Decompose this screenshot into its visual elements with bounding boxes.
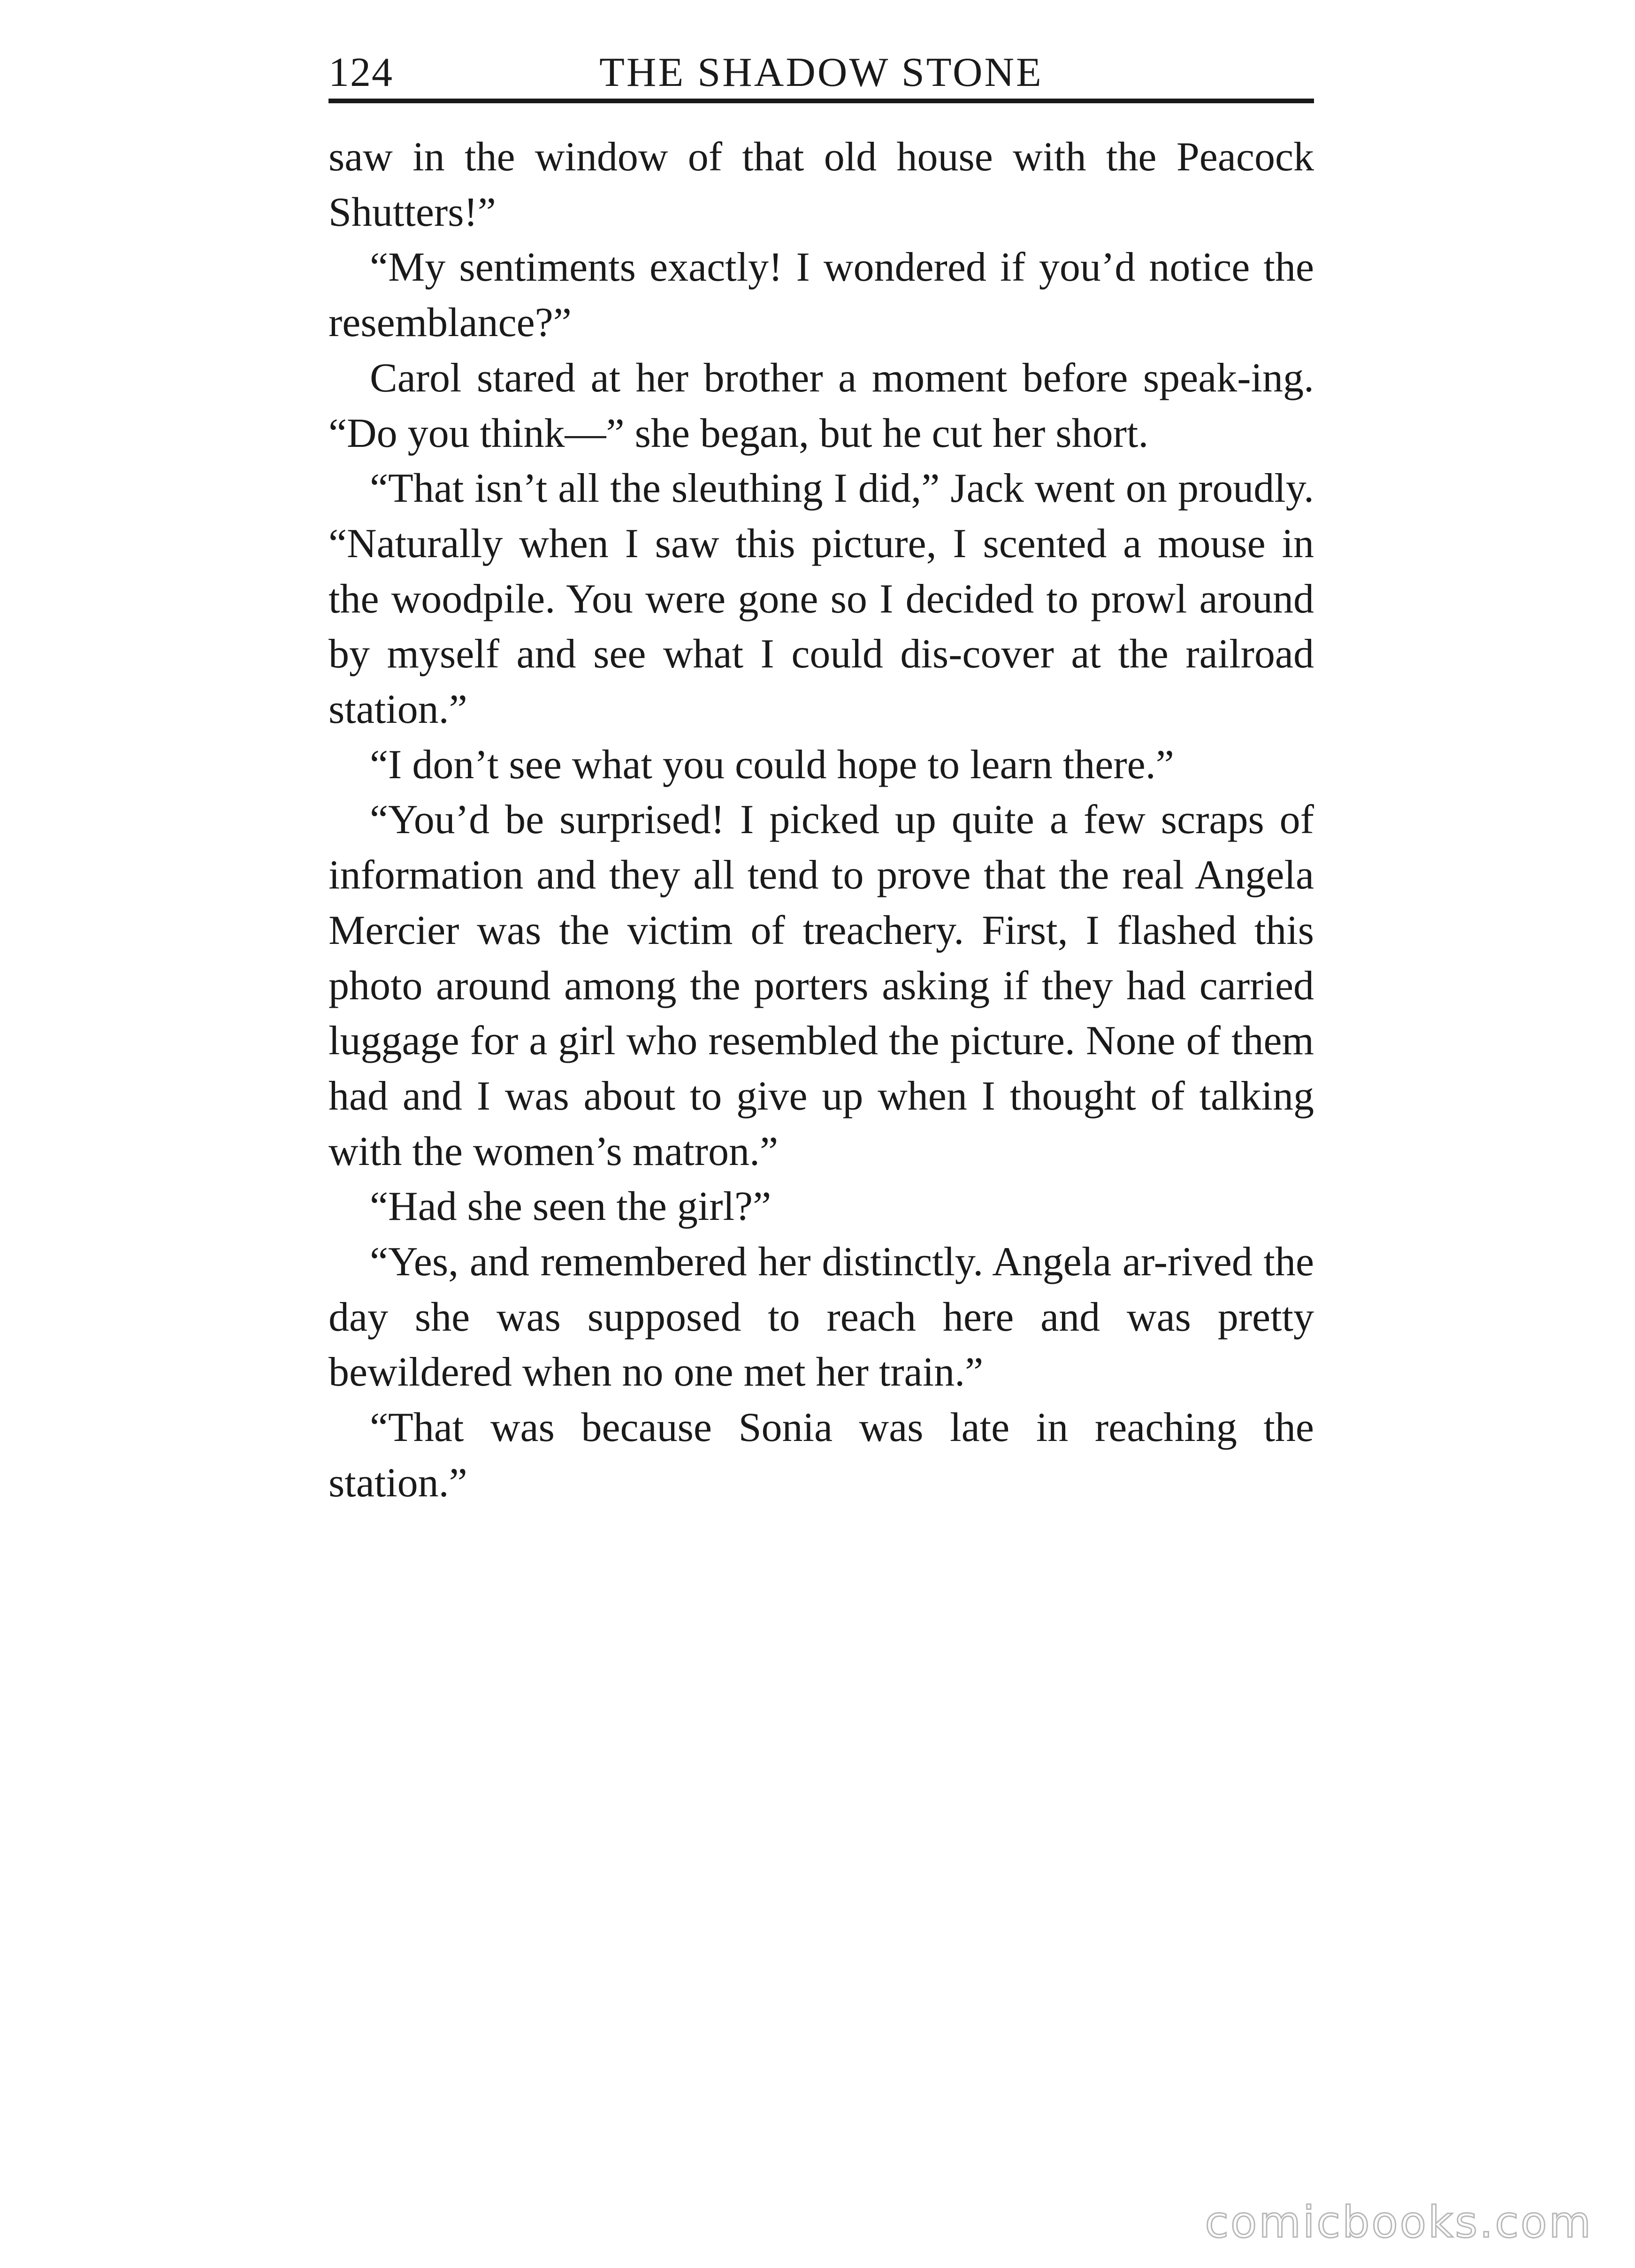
paragraph-1: saw in the window of that old house with the Peacock Shutters!” — [329, 134, 1314, 235]
running-header — [329, 42, 1314, 103]
running-title: THE SHADOW STONE — [599, 50, 1043, 95]
paragraph-8: “Yes, and remembered her distinctly. Angela ar-rived the day she was supposed to reach here and was pretty bewildered when no one met her train.” — [329, 1239, 1314, 1395]
header-rule — [329, 99, 1314, 103]
paragraph-9: “That was because Sonia was late in reaching the station.” — [329, 1405, 1314, 1506]
paragraph-6: “You’d be surprised! I picked up quite a few scraps of information and they all tend to prove that the real Angela Mercier was the victim of treachery. First, I flashed this photo around among the porters asking if they had carried luggage for a girl who resembled the picture. None of them had and I was about to give up when I thought of talking with the women’s matron.” — [329, 797, 1314, 1174]
body-text — [329, 130, 1314, 1511]
paragraph-7: “Had she seen the girl?” — [370, 1184, 772, 1230]
page-number: 124 — [329, 50, 393, 95]
paragraph-2: “My sentiments exactly! I wondered if you’d notice the resemblance?” — [329, 245, 1314, 346]
paragraph-3: Carol stared at her brother a moment before speak-ing. “Do you think—” she began, but he cut her short. — [329, 355, 1314, 456]
watermark: comicbooks.com — [1205, 2197, 1593, 2247]
paragraph-4: “That isn’t all the sleuthing I did,” Jack went on proudly. “Naturally when I saw this picture, I scented a mouse in the woodpile. You were gone so I decided to prowl around by myself and see what I could dis-cover at the railroad station.” — [329, 466, 1314, 733]
paragraph-5: “I don’t see what you could hope to learn there.” — [370, 742, 1174, 788]
